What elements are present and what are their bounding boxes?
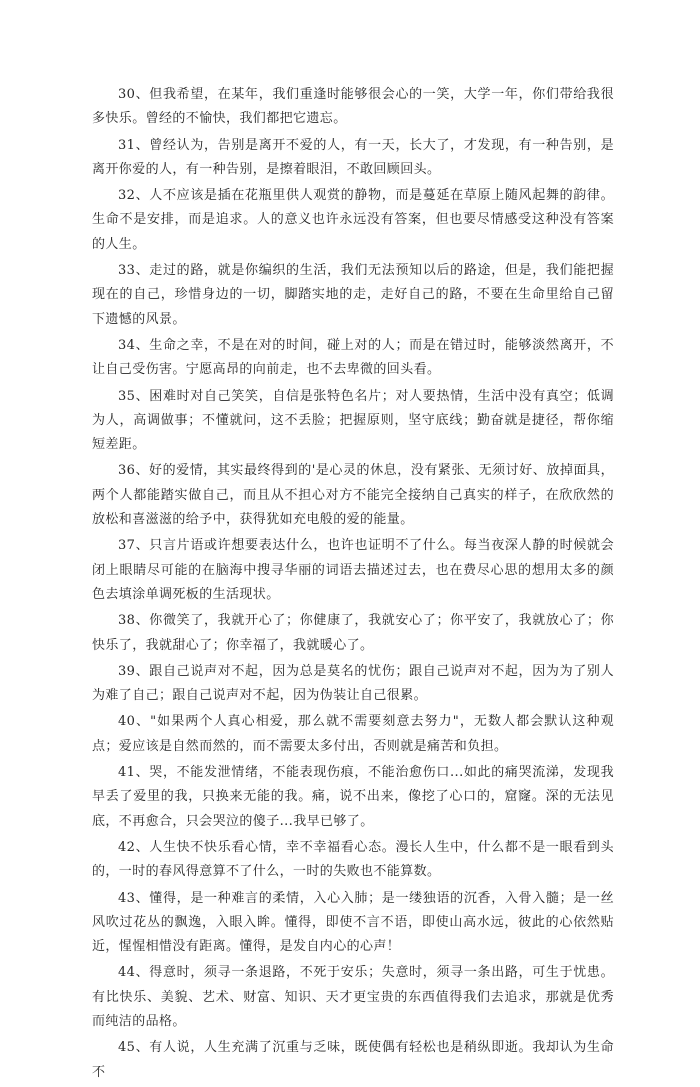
paragraph-34: 34、生命之幸，不是在对的时间，碰上对的人；而是在错过时，能够淡然离开，不让自己受伤害。宁愿高昂的向前走，也不去卑微的回头看。 <box>92 337 614 378</box>
paragraph-33: 33、走过的路，就是你编织的生活，我们无法预知以后的路途，但是，我们能把握现在的自己，珍惜身边的一切，脚踏实地的走，走好自己的路，不要在生命里给自己留下遗憾的风景。 <box>92 263 614 327</box>
paragraph-38: 38、你微笑了，我就开心了；你健康了，我就安心了；你平安了，我就放心了；你快乐了，我就甜心了；你幸福了，我就暖心了。 <box>92 613 614 653</box>
paragraph-31: 31、曾经认为，告别是离开不爱的人，有一天，长大了，才发现，有一种告别，是离开你爱的人，有一种告别，是擦着眼泪，不敢回顾回头。 <box>92 137 614 177</box>
paragraph-45: 45、有人说，人生充满了沉重与乏味，既使偶有轻松也是稍纵即逝。我却认为生命不 <box>92 1040 614 1080</box>
paragraph-37: 37、只言片语或许想要表达什么，也许也证明不了什么。每当夜深人静的时候就会闭上眼睛尽可能的在脑海中搜寻华丽的词语去描述过去，也在费尽心思的想用太多的颜色去填涂单调死板的生活现状。 <box>92 538 614 602</box>
paragraph-43: 43、懂得，是一种难言的柔情，入心入肺；是一缕独语的沉香，入骨入髓；是一丝风吹过花丛的飘逸，入眼入眸。懂得，即使不言不语，即使山高水远，彼此的心依然贴近，惺惺相惜没有距离。懂得，是发自内心的心声！ <box>92 890 614 955</box>
paragraph-36: 36、好的爱情，其实最终得到的'是心灵的休息，没有紧张、无须讨好、放掉面具，两个人都能踏实做自己，而且从不担心对方不能完全接纳自己真实的样子，在欣欣然的放松和喜滋滋的给予中，获得犹如充电般的爱的能量。 <box>92 463 614 528</box>
paragraph-39: 39、跟自己说声对不起，因为总是莫名的忧伤；跟自己说声对不起，因为为了别人为难了自己；跟自己说声对不起，因为伪装让自己很累。 <box>92 663 614 704</box>
paragraph-44: 44、得意时，须寻一条退路，不死于安乐；失意时，须寻一条出路，可生于忧患。有比快乐、美貌、艺术、财富、知识、天才更宝贵的东西值得我们去追求，那就是优秀而纯洁的品格。 <box>92 965 614 1029</box>
paragraph-32: 32、人不应该是插在花瓶里供人观赏的静物，而是蔓延在草原上随风起舞的韵律。生命不是安排，而是追求。人的意义也许永远没有答案，但也要尽情感受这种没有答案的人生。 <box>92 188 614 252</box>
document-body <box>92 83 614 1087</box>
paragraph-42: 42、人生快不快乐看心情，幸不幸福看心态。漫长人生中，什么都不是一眼看到头的，一时的春风得意算不了什么，一时的失败也不能算数。 <box>92 839 614 880</box>
paragraph-41: 41、哭，不能发泄情绪，不能表现伤痕，不能治愈伤口...如此的痛哭流涕，发现我早丢了爱里的我，只换来无能的我。痛，说不出来，像挖了心口的，窟窿。深的无法见底，不再愈合，只会哭泣的傻子...我早已够了。 <box>92 765 614 829</box>
paragraph-30: 30、但我希望，在某年，我们重逢时能够很会心的一笑，大学一年，你们带给我很多快乐。曾经的不愉快，我们都把它遗忘。 <box>92 87 614 127</box>
paragraph-35: 35、困难时对自己笑笑，自信是张特色名片；对人要热情，生活中没有真空；低调为人，高调做事；不懂就问，这不丢脸；把握原则，坚守底线；勤奋就是捷径，帮你缩短差距。 <box>92 388 614 453</box>
paragraph-40: 40、"如果两个人真心相爱，那么就不需要刻意去努力"，无数人都会默认这种观点；爱应该是自然而然的，而不需要太多付出，否则就是痛苦和负担。 <box>92 714 614 754</box>
